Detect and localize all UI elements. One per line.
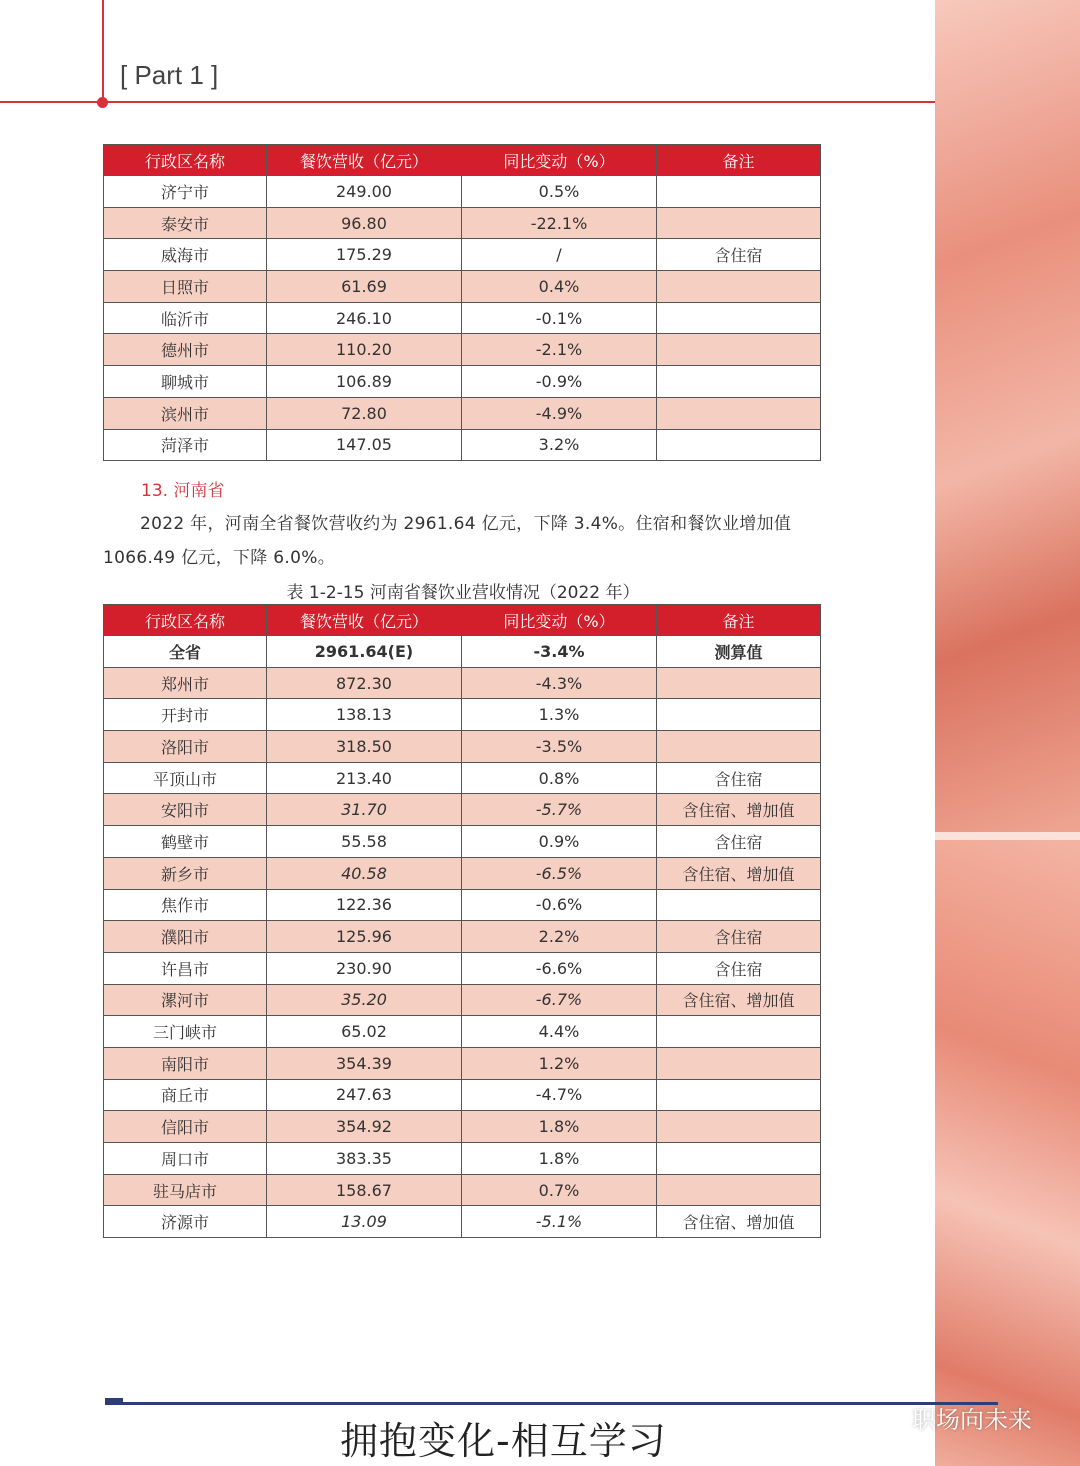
table-cell: 开封市 bbox=[104, 699, 267, 731]
table-cell bbox=[657, 366, 821, 398]
table-cell bbox=[657, 397, 821, 429]
table-cell: 318.50 bbox=[267, 731, 462, 763]
table-cell: 0.5% bbox=[462, 176, 657, 208]
column-header: 行政区名称 bbox=[104, 605, 267, 636]
table-cell bbox=[657, 699, 821, 731]
table-cell: 2961.64(E) bbox=[267, 636, 462, 668]
table-row bbox=[104, 699, 821, 731]
table-cell: 246.10 bbox=[267, 302, 462, 334]
table-cell: 55.58 bbox=[267, 826, 462, 858]
table-cell: 158.67 bbox=[267, 1174, 462, 1206]
table-cell bbox=[657, 1079, 821, 1111]
table-cell: -3.5% bbox=[462, 731, 657, 763]
table-cell: 含住宿 bbox=[657, 826, 821, 858]
table-cell: 许昌市 bbox=[104, 952, 267, 984]
table-cell bbox=[657, 429, 821, 461]
table-row bbox=[104, 429, 821, 461]
table-cell: -3.4% bbox=[462, 636, 657, 668]
table-row bbox=[104, 984, 821, 1016]
table-cell: 106.89 bbox=[267, 366, 462, 398]
table-row bbox=[104, 334, 821, 366]
table-row bbox=[104, 1174, 821, 1206]
table-cell: 南阳市 bbox=[104, 1047, 267, 1079]
table-row bbox=[104, 397, 821, 429]
column-header: 备注 bbox=[657, 605, 821, 636]
table-cell: 0.7% bbox=[462, 1174, 657, 1206]
table-cell: 含住宿 bbox=[657, 239, 821, 271]
table-row bbox=[104, 1016, 821, 1048]
table-cell: 1.2% bbox=[462, 1047, 657, 1079]
side-photo-top bbox=[935, 0, 1080, 832]
table-cell: -22.1% bbox=[462, 207, 657, 239]
table-cell: 郑州市 bbox=[104, 667, 267, 699]
column-header: 同比变动（%） bbox=[462, 145, 657, 176]
table-cell: 31.70 bbox=[267, 794, 462, 826]
table-header-row bbox=[104, 145, 821, 176]
part-label: [ Part 1 ] bbox=[120, 60, 219, 90]
wechat-icon bbox=[868, 1404, 904, 1432]
side-divider bbox=[935, 832, 1080, 840]
section-paragraph: 2022 年，河南全省餐饮营收约为 2961.64 亿元，下降 3.4%。住宿和餐饮业增加值 1066.49 亿元，下降 6.0%。 bbox=[103, 514, 792, 568]
wechat-account-name: 职场向未来 bbox=[912, 1406, 1032, 1434]
table-row bbox=[104, 1079, 821, 1111]
column-header: 餐饮营收（亿元） bbox=[267, 605, 462, 636]
table-row bbox=[104, 176, 821, 208]
table-cell: 含住宿 bbox=[657, 921, 821, 953]
table-cell: 含住宿、增加值 bbox=[657, 857, 821, 889]
table-cell: 213.40 bbox=[267, 762, 462, 794]
table-cell bbox=[657, 334, 821, 366]
table-cell bbox=[657, 1047, 821, 1079]
table-cell: 61.69 bbox=[267, 271, 462, 303]
table-cell: 济源市 bbox=[104, 1206, 267, 1238]
table-cell: 三门峡市 bbox=[104, 1016, 267, 1048]
table-cell: 全省 bbox=[104, 636, 267, 668]
table-cell: -2.1% bbox=[462, 334, 657, 366]
table-cell: 0.4% bbox=[462, 271, 657, 303]
table-row bbox=[104, 889, 821, 921]
table-cell: 175.29 bbox=[267, 239, 462, 271]
table-row bbox=[104, 762, 821, 794]
footer-rule bbox=[105, 1402, 998, 1405]
table-cell: 4.4% bbox=[462, 1016, 657, 1048]
table-row bbox=[104, 302, 821, 334]
table-cell: 周口市 bbox=[104, 1143, 267, 1175]
table-cell: 1.3% bbox=[462, 699, 657, 731]
table-cell: 354.39 bbox=[267, 1047, 462, 1079]
table-cell: 354.92 bbox=[267, 1111, 462, 1143]
table-cell: 漯河市 bbox=[104, 984, 267, 1016]
table-cell bbox=[657, 667, 821, 699]
table-cell: 商丘市 bbox=[104, 1079, 267, 1111]
table-row bbox=[104, 826, 821, 858]
table-cell: 247.63 bbox=[267, 1079, 462, 1111]
table-cell: 测算值 bbox=[657, 636, 821, 668]
table-cell: 濮阳市 bbox=[104, 921, 267, 953]
henan-table bbox=[103, 604, 821, 1238]
table-cell: 含住宿、增加值 bbox=[657, 794, 821, 826]
table-row bbox=[104, 239, 821, 271]
table-cell: 含住宿、增加值 bbox=[657, 1206, 821, 1238]
table-cell: 72.80 bbox=[267, 397, 462, 429]
header-vertical-rule bbox=[102, 0, 104, 103]
wechat-watermark bbox=[868, 1400, 1032, 1435]
table-cell: -0.9% bbox=[462, 366, 657, 398]
table-cell: 383.35 bbox=[267, 1143, 462, 1175]
table-cell: 110.20 bbox=[267, 334, 462, 366]
table-cell bbox=[657, 731, 821, 763]
table-cell: -0.1% bbox=[462, 302, 657, 334]
table-row bbox=[104, 1047, 821, 1079]
table-cell: 125.96 bbox=[267, 921, 462, 953]
table-cell: -4.7% bbox=[462, 1079, 657, 1111]
table-cell: 含住宿、增加值 bbox=[657, 984, 821, 1016]
table-cell: 菏泽市 bbox=[104, 429, 267, 461]
table-cell: -6.6% bbox=[462, 952, 657, 984]
table-cell bbox=[657, 1016, 821, 1048]
table-cell: 0.8% bbox=[462, 762, 657, 794]
table-row bbox=[104, 207, 821, 239]
table-cell: 122.36 bbox=[267, 889, 462, 921]
table-cell: 信阳市 bbox=[104, 1111, 267, 1143]
table-cell: -6.7% bbox=[462, 984, 657, 1016]
table-cell: 872.30 bbox=[267, 667, 462, 699]
table-row bbox=[104, 1111, 821, 1143]
table-cell: 147.05 bbox=[267, 429, 462, 461]
table-cell: -0.6% bbox=[462, 889, 657, 921]
table-cell: 平顶山市 bbox=[104, 762, 267, 794]
table-cell: -4.9% bbox=[462, 397, 657, 429]
table-cell: 滨州市 bbox=[104, 397, 267, 429]
shandong-table bbox=[103, 144, 821, 461]
table-cell: 济宁市 bbox=[104, 176, 267, 208]
side-photo-bottom bbox=[935, 840, 1080, 1466]
table-caption: 表 1-2-15 河南省餐饮业营收情况（2022 年） bbox=[286, 583, 640, 603]
section-heading: 13. 河南省 bbox=[141, 481, 225, 501]
table-cell bbox=[657, 1143, 821, 1175]
header-horizontal-rule bbox=[0, 101, 935, 103]
table-row bbox=[104, 1206, 821, 1238]
table-cell bbox=[657, 207, 821, 239]
table-row bbox=[104, 952, 821, 984]
table-cell: 德州市 bbox=[104, 334, 267, 366]
table-cell: 65.02 bbox=[267, 1016, 462, 1048]
table-cell bbox=[657, 271, 821, 303]
table-cell: 聊城市 bbox=[104, 366, 267, 398]
table-cell: 3.2% bbox=[462, 429, 657, 461]
table-row bbox=[104, 366, 821, 398]
table-cell: 含住宿 bbox=[657, 762, 821, 794]
table-cell: 新乡市 bbox=[104, 857, 267, 889]
table-cell: -4.3% bbox=[462, 667, 657, 699]
table-cell: 驻马店市 bbox=[104, 1174, 267, 1206]
column-header: 备注 bbox=[657, 145, 821, 176]
table-cell: 249.00 bbox=[267, 176, 462, 208]
table-cell: 鹤壁市 bbox=[104, 826, 267, 858]
table-cell bbox=[657, 1174, 821, 1206]
table-row bbox=[104, 271, 821, 303]
table-cell bbox=[657, 302, 821, 334]
table-row bbox=[104, 636, 821, 668]
table-cell: / bbox=[462, 239, 657, 271]
table-cell: 1.8% bbox=[462, 1111, 657, 1143]
table-row bbox=[104, 857, 821, 889]
table-cell: -6.5% bbox=[462, 857, 657, 889]
table-cell: 洛阳市 bbox=[104, 731, 267, 763]
table-cell bbox=[657, 176, 821, 208]
table-cell: 40.58 bbox=[267, 857, 462, 889]
header-rule-dot bbox=[97, 97, 108, 108]
table-cell: 含住宿 bbox=[657, 952, 821, 984]
column-header: 行政区名称 bbox=[104, 145, 267, 176]
table-cell: 泰安市 bbox=[104, 207, 267, 239]
column-header: 同比变动（%） bbox=[462, 605, 657, 636]
table-cell: 日照市 bbox=[104, 271, 267, 303]
table-row bbox=[104, 667, 821, 699]
table-cell: 138.13 bbox=[267, 699, 462, 731]
table-cell: 临沂市 bbox=[104, 302, 267, 334]
table-row bbox=[104, 1143, 821, 1175]
table-row bbox=[104, 794, 821, 826]
table-cell: 焦作市 bbox=[104, 889, 267, 921]
table-row bbox=[104, 731, 821, 763]
table-cell bbox=[657, 889, 821, 921]
table-cell: 2.2% bbox=[462, 921, 657, 953]
table-cell: -5.7% bbox=[462, 794, 657, 826]
table-cell: 35.20 bbox=[267, 984, 462, 1016]
table-cell: 威海市 bbox=[104, 239, 267, 271]
table-cell: 230.90 bbox=[267, 952, 462, 984]
table-cell: 1.8% bbox=[462, 1143, 657, 1175]
table-cell: -5.1% bbox=[462, 1206, 657, 1238]
footer-slogan: 拥抱变化-相互学习 bbox=[340, 1419, 667, 1463]
table-cell: 13.09 bbox=[267, 1206, 462, 1238]
table-header-row bbox=[104, 605, 821, 636]
table-cell: 0.9% bbox=[462, 826, 657, 858]
table-cell: 安阳市 bbox=[104, 794, 267, 826]
table-row bbox=[104, 921, 821, 953]
table-cell bbox=[657, 1111, 821, 1143]
table-cell: 96.80 bbox=[267, 207, 462, 239]
column-header: 餐饮营收（亿元） bbox=[267, 145, 462, 176]
